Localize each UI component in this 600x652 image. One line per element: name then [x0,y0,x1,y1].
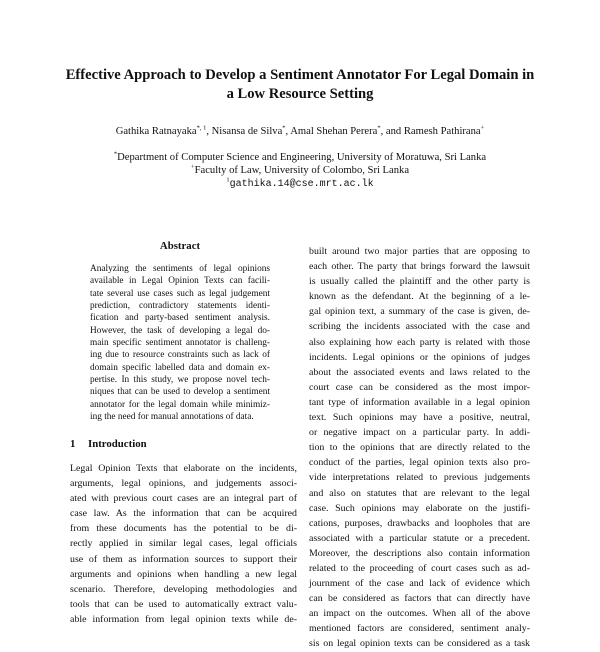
abstract-body [90,263,270,423]
text-line: rectly applied in similar legal cases, legal officials [70,538,297,550]
text-line: court case can be considered as the most impor- [309,381,530,393]
email-line [40,177,560,191]
abstract-line: niques that can be used to develop a sentiment [90,387,270,398]
text-line: text. Such opinions may have a positive, neutral, [309,412,530,424]
text-line: built around two major parties that are opposing to [309,246,530,257]
author-mark: * [282,124,286,132]
text-line: gal opinion text, a summary of the case is given, de- [309,306,530,318]
abstract-line: domain specific labelled data and domain ex- [90,362,270,373]
author-separator: , and [380,126,404,137]
abstract-line: annotator for the legal domain while minimiz- [90,399,270,410]
text-line: case law. As the information that can be acquired [70,508,297,520]
text-line: Moreover, the descriptions also contain information [309,547,530,559]
abstract-line: However, the task of developing a legal do- [90,325,270,336]
abstract-line: available in Legal Opinion Texts can facili- [90,276,270,287]
paper-title [60,66,540,104]
text-line: each other. The party that brings forward the lawsuit [309,261,530,273]
text-line: about the associated events and laws related to the [309,366,530,378]
text-line: scribing the incidents associated with the case and [309,321,530,333]
text-line: can be considered as factors that can directly have [309,593,530,605]
text-line: an impact on the outcomes. When all of the above [309,608,530,620]
affiliation-mark: + [190,163,195,171]
right-column-body [309,244,530,652]
abstract-line: Analyzing the sentiments of legal opinions [90,264,270,274]
text-line: arguments and opinions when handling a new legal [70,568,297,580]
section-heading-introduction [70,438,300,450]
affiliations [40,151,560,191]
email-mark: 1 [226,176,230,184]
author-separator: , [285,126,291,137]
text-line: associated with a particular statute or a precedent. [309,532,530,544]
text-line: mentioned factors are considered, sentiment analy- [309,623,530,635]
text-line: sis on legal opinion texts can be considered as a task [309,638,530,650]
author-mark: *, 1 [196,124,207,132]
title-line: a Low Resource Setting [226,86,374,102]
text-line: tools that can be used to automatically extract valu- [70,598,297,610]
text-line: cations, purposes, drawbacks and loopholes that are [309,517,530,529]
affiliation-text: Department of Computer Science and Engineering, University of Moratuwa, Sri Lanka [117,152,487,163]
section-title: Introduction [88,438,147,450]
text-line: also explaining how each party is related with those [309,336,530,348]
text-line: journment of the case and lack of evidence which [309,578,530,590]
text-line: is usually called the plaintiff and the other party is [309,276,530,288]
abstract-line: tate several use cases such as legal judgement [90,288,270,299]
text-line: Legal Opinion Texts that elaborate on the incidents, [70,463,297,474]
author-list [40,125,560,138]
affiliation-text: Faculty of Law, University of Colombo, Sri Lanka [194,165,410,176]
abstract-line: ing due to resource constraints such as lack of [90,350,270,361]
text-line: ated with previous court cases are an integral part of [70,493,297,505]
text-line: or negative impact on a particular party. In addi- [309,427,530,439]
affiliation-line [40,164,560,177]
author-mark: * [377,124,381,132]
text-line: from these documents has the potential to be di- [70,523,297,535]
abstract-line: main specific sentiment annotator is challeng- [90,338,270,349]
text-line: conduct of the parties, legal opinion texts also pro- [309,457,530,469]
text-line: case. Such opinions may elaborate on the justifi- [309,502,530,514]
section-number: 1 [70,438,76,450]
introduction-body [70,461,297,627]
author-name: Amal Shehan Perera [290,126,378,137]
affiliation-mark: * [113,150,118,158]
text-line: tant type of information available in a legal opinion [309,396,530,408]
abstract-line: ing the need for manual annotations of data. [90,412,254,423]
text-line: vide interpretations related to previous judgements [309,472,530,484]
abstract-line: prediction, contradictory statements identi- [90,301,270,312]
abstract-line: pertise. In this study, we propose novel tech- [90,375,270,386]
text-line: able information from legal opinion texts while de- [70,613,297,625]
text-line: scenario. Therefore, developing methodologies and [70,583,297,595]
text-line: related to the proceeding of court cases such as ad- [309,562,530,574]
text-line: incidents. Legal opinions or the opinions of judges [309,351,530,363]
author-name: Nisansa de Silva [211,126,283,137]
abstract-line: fication and party-based sentiment analysis. [90,313,270,324]
text-line: tion to the opinions that are directly related to the [309,442,530,454]
text-line: and also on statutes that are relevant to the legal [309,487,530,499]
email-address[interactable]: gathika.14@cse.mrt.ac.lk [229,179,374,190]
text-line: arguments, legal opinions, and judgements associ- [70,478,297,490]
author-name: Ramesh Pathirana [403,126,481,137]
title-line: Effective Approach to Develop a Sentiment Annotator For Legal Domain in [65,67,535,83]
text-line: use of them as information sources to support their [70,553,297,565]
author-separator: , [206,126,212,137]
text-line: known as the defendant. At the beginning of a le- [309,291,530,303]
abstract-heading: Abstract [159,240,201,252]
author-mark: + [480,124,485,132]
affiliation-line [40,151,560,164]
author-name: Gathika Ratnayaka [115,126,197,137]
